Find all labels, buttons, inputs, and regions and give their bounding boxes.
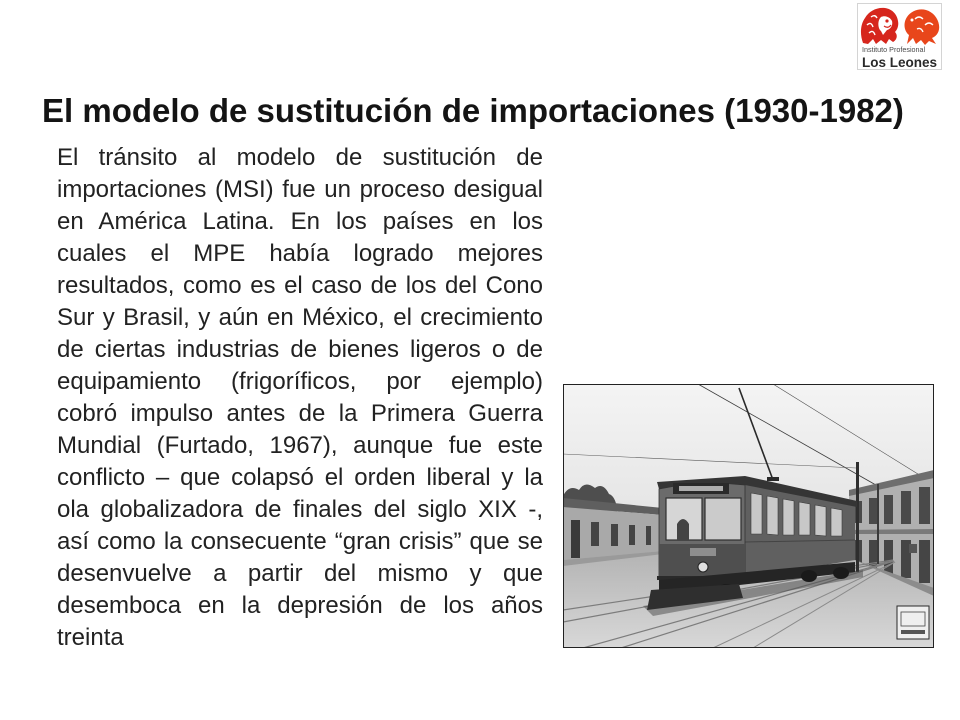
lion-orange-body [905,9,940,45]
paragraph-line: desenvuelve a partir del mismo y que [57,560,543,587]
lion-orange-eye [911,19,914,22]
photo-tram-side-window [751,493,762,534]
slide-body-paragraph [57,142,543,654]
paragraph-line: cuales el MPE había logrado mejores [57,240,543,267]
paragraph-line: El tránsito al modelo de sustitución de [57,144,543,171]
lion-red-icon [861,8,898,44]
photo-tram-side-window [815,505,826,536]
institution-logo [857,3,942,70]
paragraph-line: conflicto – que colapsó el orden liberal y la [57,464,543,491]
photo-distant-vehicle [909,544,917,553]
photo-tram-side-window [799,502,810,535]
paragraph-line: importaciones (MSI) fue un proceso desigual [57,176,543,203]
photo-pole [877,484,879,564]
lion-orange-icon [905,9,940,45]
photo-tram-side-window [783,499,794,535]
lion-red-eye [885,19,888,22]
paragraph-line: así como la consecuente “gran crisis” que se [57,528,543,555]
photo-tram-side-window [831,508,842,536]
photo-left-window [629,525,635,545]
photo-right-window [901,491,911,524]
lions-emblem [859,5,942,45]
photo-archive-stamp [897,606,929,639]
photo-right-window [869,498,877,524]
paragraph-line: resultados, como es el caso de los del Cono [57,272,543,299]
paragraph-line: cobró impulso antes de la Primera Guerra [57,400,543,427]
photo-archive-stamp-bar [901,630,925,634]
photo-right-door [919,540,930,583]
tram-photo-image [563,384,934,648]
paragraph-line: treinta [57,624,124,651]
photo-tram-wheel [801,570,817,582]
photo-tram-side-window [767,496,778,535]
tram-photo [563,384,934,648]
photo-tram-motorman [677,519,689,540]
paragraph-line: Sur y Brasil, y aún en México, el crecimiento [57,304,543,331]
photo-tram-front-window [705,498,741,540]
paragraph-line: equipamiento (frigoríficos, por ejemplo) [57,368,543,395]
slide-title: El modelo de sustitución de importaciones (1930-1982) [42,92,904,129]
paragraph-line: desemboca en la depresión de los años [57,592,543,619]
photo-left-window [591,522,599,546]
logo-institution-name: Los Leones [862,55,938,70]
photo-left-window [611,524,618,546]
paragraph-line: Mundial (Furtado, 1967), aunque fue este [57,432,543,459]
photo-tram-sign-panel [679,486,723,491]
photo-tram-trolley-base [767,477,779,481]
photo-pole [856,462,859,572]
photo-right-window [919,487,930,524]
paragraph-line: ola globalizadora de finales del siglo XIX -, [57,496,543,523]
logo-institution-label: Instituto Profesional [862,45,926,54]
photo-tram-number-plate [690,548,716,556]
photo-right-window [884,495,893,524]
paragraph-line: en América Latina. En los países en los [57,208,543,235]
paragraph-line: de ciertas industrias de bienes ligeros o de [57,336,543,363]
photo-left-window [646,526,651,545]
photo-tram-headlamp [698,562,708,572]
photo-left-door [571,520,580,558]
photo-right-door [884,540,893,574]
photo-tram-wheel [833,567,849,579]
